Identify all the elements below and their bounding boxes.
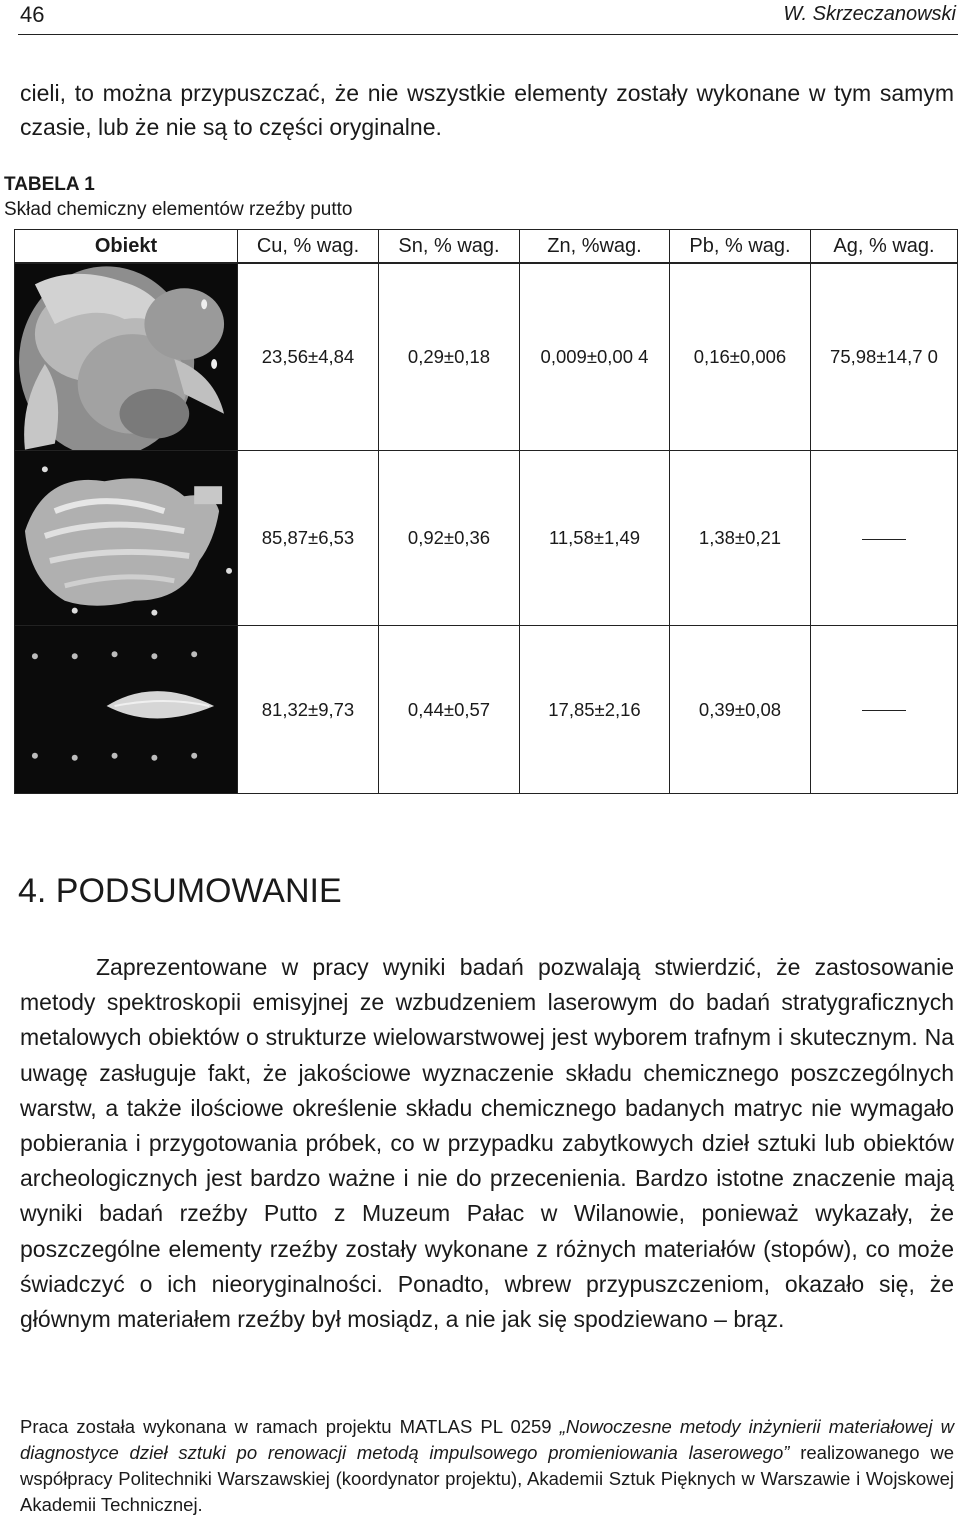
- cu-value: 85,87±6,53: [238, 451, 379, 626]
- ag-value-empty: [811, 451, 958, 626]
- putto-head-photo: [15, 264, 237, 450]
- object-photo-cell: [15, 263, 238, 451]
- ag-value-empty: [811, 626, 958, 794]
- em-dash: [862, 539, 906, 540]
- col-header-ag: Ag, % wag.: [811, 230, 958, 264]
- pb-value: 0,16±0,006: [670, 263, 811, 451]
- object-photo-cell: [15, 626, 238, 794]
- putto-wing-photo: [15, 451, 237, 625]
- table-row: [15, 626, 958, 794]
- pb-value: 1,38±0,21: [670, 451, 811, 626]
- sn-value: 0,92±0,36: [379, 451, 520, 626]
- summary-paragraph: [20, 950, 954, 1337]
- running-head-author: W. Skrzeczanowski: [783, 3, 956, 25]
- intro-paragraph: cieli, to można przypuszczać, że nie wszystkie elementy zostały wykonane w tym samym czasie, lub że nie są to części oryginalne.: [20, 80, 954, 140]
- table-label: TABELA 1: [4, 174, 95, 195]
- page-number: 46: [20, 2, 45, 27]
- object-photo-cell: [15, 451, 238, 626]
- col-header-object: Obiekt: [15, 230, 238, 264]
- table-row: [15, 451, 958, 626]
- col-header-pb: Pb, % wag.: [670, 230, 811, 264]
- zn-value: 11,58±1,49: [520, 451, 670, 626]
- sn-value: 0,44±0,57: [379, 626, 520, 794]
- note-text-1: Praca została wykonana w ramach projektu MATLAS PL 0259: [20, 1416, 560, 1437]
- zn-value: 17,85±2,16: [520, 626, 670, 794]
- col-header-cu: Cu, % wag.: [238, 230, 379, 264]
- table-row: [15, 263, 958, 451]
- zn-value: 0,009±0,00 4: [520, 263, 670, 451]
- pb-value: 0,39±0,08: [670, 626, 811, 794]
- col-header-zn: Zn, %wag.: [520, 230, 670, 264]
- composition-table: [14, 229, 958, 794]
- cu-value: 81,32±9,73: [238, 626, 379, 794]
- table-header-row: [15, 230, 958, 264]
- col-header-sn: Sn, % wag.: [379, 230, 520, 264]
- summary-text: Zaprezentowane w pracy wyniki badań pozwalają stwierdzić, że zastosowanie metody spektroskopii emisyjnej ze wzbudzeniem laserowym do badań stratygraficznych metalowych obiektów o strukturze wielowarstwowej jest wyborem trafnym i skutecznym. Na uwagę zasługuje fakt, że jakościowe wyznaczenie składu chemicznego poszczególnych warstw, a także ilościowe określenie składu chemicznego badanych matryc nie wymagało pobierania i przygotowania próbek, co w przypadku zabytkowych dzieł sztuki lub obiektów archeologicznych jest bardzo ważne i nie do przecenienia. Bardzo istotne znaczenie mają wyniki badań rzeźby Putto z Muzeum Pałac w Wilanowie, ponieważ wykazały, że poszczególne elementy rzeźby zostały wykonane z różnych materiałów (stopów), co może świadczyć o ich nieoryginalności. Ponadto, wbrew przypuszczeniom, okazało się, że głównym materiałem rzeźby był mosiądz, a nie jak się spodziewano – brąz.: [20, 954, 954, 1333]
- ag-value: 75,98±14,7 0: [811, 263, 958, 451]
- section-heading: 4. PODSUMOWANIE: [18, 872, 342, 910]
- page-header: [18, 0, 958, 35]
- putto-leaf-photo: [15, 626, 237, 793]
- table-caption: Skład chemiczny elementów rzeźby putto: [4, 199, 353, 220]
- note-text-2: realizowanego we współpracy Politechniki Warszawskiej (koordynator projektu), Akademii Sztuk Pięknych w Warszawie i Wojskowej Akademii Technicznej.: [20, 1442, 954, 1515]
- acknowledgement-note: [20, 1414, 954, 1518]
- sn-value: 0,29±0,18: [379, 263, 520, 451]
- cu-value: 23,56±4,84: [238, 263, 379, 451]
- project-title: „Nowoczesne metody inżynierii materiałowej w diagnostyce dzieł sztuki po renowacji metodą impulsowego promieniowania laserowego”: [20, 1416, 954, 1463]
- em-dash: [862, 710, 906, 711]
